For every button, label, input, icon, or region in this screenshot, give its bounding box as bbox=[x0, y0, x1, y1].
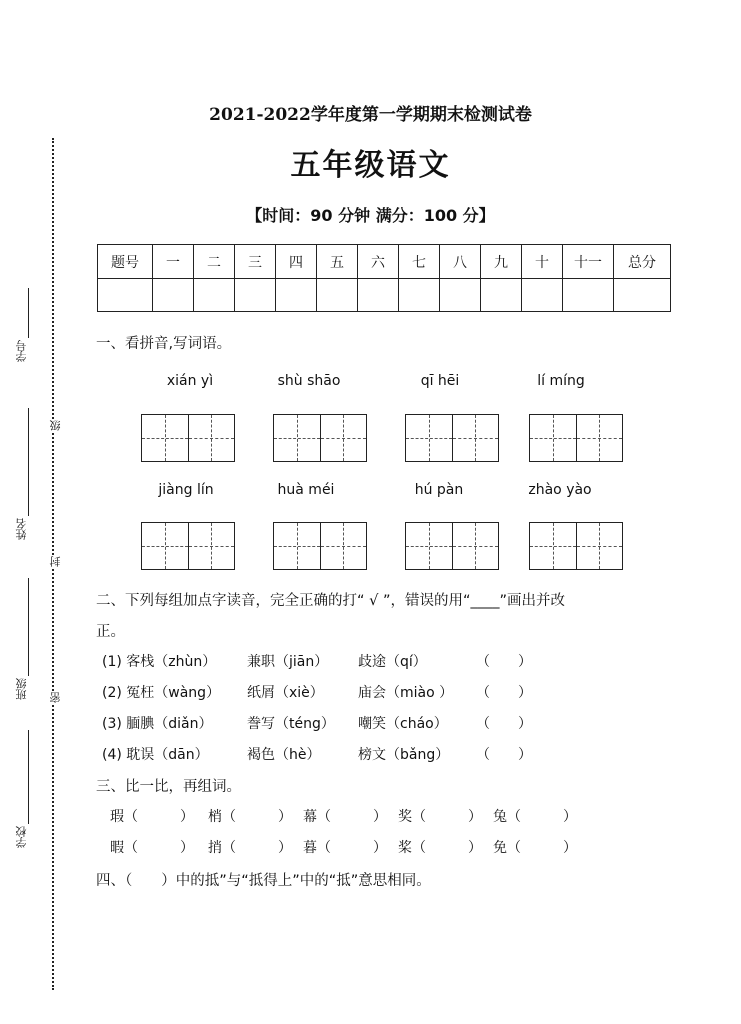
score-header-row bbox=[98, 245, 671, 279]
pinyin-label: huà méi bbox=[277, 482, 335, 498]
score-entry-cell[interactable] bbox=[399, 279, 440, 312]
q3-item[interactable]: 暮（ ） bbox=[303, 840, 387, 856]
q3-item[interactable]: 瑕（ ） bbox=[110, 809, 194, 825]
class-line bbox=[28, 578, 29, 676]
score-entry-cell[interactable] bbox=[317, 279, 358, 312]
q2-title-line2: 正。 bbox=[96, 624, 125, 640]
score-header-cell: 五 bbox=[317, 245, 358, 279]
q2-word: (2) 冤枉（wàng） bbox=[102, 685, 221, 701]
q2-word: 嘲笑（cháo） bbox=[358, 716, 448, 732]
q3-title: 三、比一比，再组词。 bbox=[96, 779, 241, 795]
score-header-cell: 六 bbox=[358, 245, 399, 279]
score-entry-cell[interactable] bbox=[481, 279, 522, 312]
score-header-cell: 二 bbox=[194, 245, 235, 279]
score-header-cell: 八 bbox=[440, 245, 481, 279]
q3-item[interactable]: 捎（ ） bbox=[208, 840, 292, 856]
score-entry-cell[interactable] bbox=[98, 279, 153, 312]
q3-item[interactable]: 幕（ ） bbox=[303, 809, 387, 825]
writing-grid[interactable] bbox=[273, 522, 367, 570]
writing-grid[interactable] bbox=[273, 414, 367, 462]
score-entry-cell[interactable] bbox=[194, 279, 235, 312]
score-entry-cell[interactable] bbox=[440, 279, 481, 312]
q4-title: 四、（ ）中的抵”与“抵得上”中的“抵”意思相同。 bbox=[96, 873, 431, 889]
q2-word: (1) 客栈（zhùn） bbox=[102, 654, 217, 670]
score-header-cell: 三 bbox=[235, 245, 276, 279]
score-header-cell: 九 bbox=[481, 245, 522, 279]
pinyin-label: jiàng lín bbox=[158, 482, 214, 498]
q3-item[interactable]: 奖（ ） bbox=[398, 809, 482, 825]
q2-title-line1: 二、下列每组加点字读音，完全正确的打“ √ ”，错误的用“____”画出并改 bbox=[96, 593, 566, 609]
q2-word: 褐色（hè） bbox=[247, 747, 321, 763]
score-entry-cell[interactable] bbox=[522, 279, 563, 312]
school-line bbox=[28, 730, 29, 824]
score-table bbox=[97, 244, 671, 312]
score-entry-cell[interactable] bbox=[614, 279, 671, 312]
pinyin-label: hú pàn bbox=[414, 482, 464, 498]
q2-word: (3) 腼腆（diǎn） bbox=[102, 716, 213, 732]
score-header-cell: 十 bbox=[522, 245, 563, 279]
q1-title: 一、看拼音,写词语。 bbox=[96, 336, 232, 352]
pinyin-label: qī hēi bbox=[420, 373, 460, 389]
writing-grid[interactable] bbox=[405, 414, 499, 462]
exam-title: 2021-2022学年度第一学期期末检测试卷 bbox=[209, 105, 532, 125]
pinyin-label: xián yì bbox=[166, 373, 214, 389]
q3-item[interactable]: 桨（ ） bbox=[398, 840, 482, 856]
score-entry-cell[interactable] bbox=[563, 279, 614, 312]
pinyin-label: shù shāo bbox=[277, 373, 341, 389]
q2-word: 庙会（miào ） bbox=[358, 685, 454, 701]
score-header-cell: 十一 bbox=[563, 245, 614, 279]
q2-word: 兼职（jiān） bbox=[247, 654, 329, 670]
pinyin-label: zhào yào bbox=[528, 482, 592, 498]
subject-title: 五年级语文 bbox=[290, 148, 451, 183]
q2-word: 榜文（bǎng） bbox=[358, 747, 450, 763]
time-score-info: 【时间：90 分钟 满分：100 分】 bbox=[246, 206, 495, 225]
q2-answer-blank[interactable]: （ ） bbox=[476, 747, 532, 763]
score-entry-row[interactable] bbox=[98, 279, 671, 312]
writing-grid[interactable] bbox=[529, 522, 623, 570]
name-line bbox=[28, 408, 29, 516]
q3-item[interactable]: 梢（ ） bbox=[208, 809, 292, 825]
pinyin-label: lí míng bbox=[537, 373, 585, 389]
q2-word: 歧途（qí） bbox=[358, 654, 427, 670]
score-entry-cell[interactable] bbox=[153, 279, 194, 312]
writing-grid[interactable] bbox=[141, 522, 235, 570]
q2-answer-blank[interactable]: （ ） bbox=[476, 685, 532, 701]
q2-word: 誊写（téng） bbox=[247, 716, 335, 732]
seal-char-mi: 密 bbox=[49, 692, 62, 703]
q2-word: (4) 耽误（dān） bbox=[102, 747, 209, 763]
class-label: 班级 bbox=[15, 678, 28, 700]
score-entry-cell[interactable] bbox=[358, 279, 399, 312]
student-id-line bbox=[28, 288, 29, 338]
name-label: 姓名 bbox=[15, 518, 28, 540]
q3-item[interactable]: 免（ ） bbox=[493, 840, 577, 856]
score-header-cell: 一 bbox=[153, 245, 194, 279]
score-entry-cell[interactable] bbox=[235, 279, 276, 312]
q2-answer-blank[interactable]: （ ） bbox=[476, 654, 532, 670]
score-header-cell: 四 bbox=[276, 245, 317, 279]
school-label: 学校 bbox=[15, 826, 28, 848]
writing-grid[interactable] bbox=[141, 414, 235, 462]
q3-item[interactable]: 兔（ ） bbox=[493, 809, 577, 825]
score-header-cell: 题号 bbox=[98, 245, 153, 279]
score-header-cell: 七 bbox=[399, 245, 440, 279]
q2-answer-blank[interactable]: （ ） bbox=[476, 716, 532, 732]
student-id-label: 学号 bbox=[15, 340, 28, 362]
score-header-cell: 总分 bbox=[614, 245, 671, 279]
seal-char-ji: 级 bbox=[49, 420, 62, 431]
q3-item[interactable]: 暇（ ） bbox=[110, 840, 194, 856]
q2-word: 纸屑（xiè） bbox=[247, 685, 324, 701]
writing-grid[interactable] bbox=[529, 414, 623, 462]
score-entry-cell[interactable] bbox=[276, 279, 317, 312]
seal-char-feng: 封 bbox=[49, 556, 62, 567]
writing-grid[interactable] bbox=[405, 522, 499, 570]
